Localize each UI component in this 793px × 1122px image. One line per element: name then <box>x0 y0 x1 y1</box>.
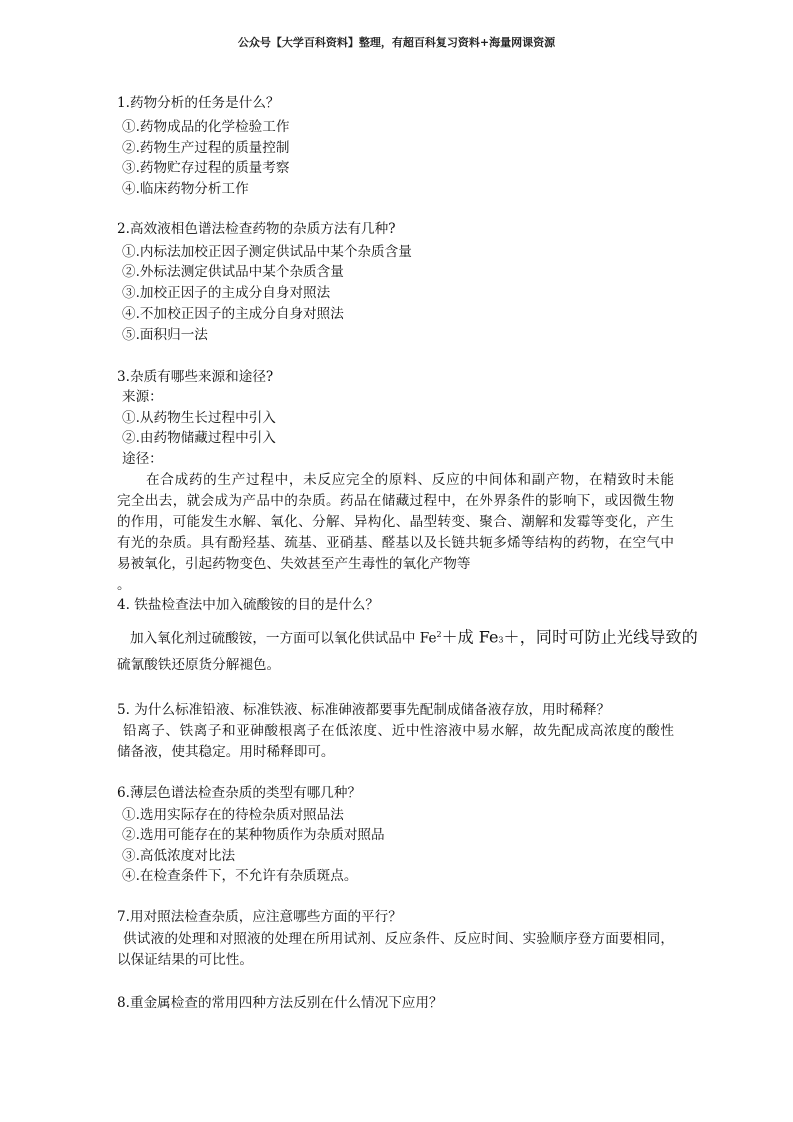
paragraph-line: 铅离子、铁离子和亚砷酸根离子在低浓度、近中性溶液中易水解，故先配成高浓度的酸性 <box>123 723 674 739</box>
page-header-watermark: 公众号【大学百科资料】整理，有超百科复习资料+海量网课资源 <box>237 36 556 49</box>
subscript: 3 <box>498 635 504 645</box>
answer-text: 加入氧化剂过硫酸铵，一方面可以氧化供试品中 Fe <box>130 630 437 647</box>
list-item: ①.药物成品的化学检验工作 <box>122 119 290 135</box>
list-item: ④.临床药物分析工作 <box>122 181 249 197</box>
paragraph-line: 的作用，可能发生水解、氧化、分解、异构化、晶型转变、聚合、潮解和发霉等变化，产生 <box>117 514 674 530</box>
paragraph-line: 在合成药的生产过程中，未反应完全的原料、反应的中间体和副产物，在精致时未能 <box>146 472 674 488</box>
list-item: ③.加校正因子的主成分自身对照法 <box>122 285 331 301</box>
list-item: ⑤.面积归一法 <box>122 327 208 343</box>
list-item: ②.药物生产过程的质量控制 <box>122 140 290 156</box>
question-1-title: 1.药物分析的任务是什么？ <box>117 95 280 111</box>
paragraph-line: 有光的杂质。具有酚羟基、巯基、亚硝基、醛基以及长链共轭多烯等结构的药物，在空气中 <box>117 535 674 551</box>
question-3-title: 3.杂质有哪些来源和途径? <box>117 369 274 385</box>
paragraph-line: 。 <box>117 577 131 593</box>
source-label: 来源： <box>122 389 163 405</box>
question-5-title: 5. 为什么标准铅液、标准铁液、标准砷液都要事先配制成储备液存放，用时稀释？ <box>117 702 611 718</box>
question-4-title: 4. 铁盐检查法中加入硫酸铵的目的是什么？ <box>117 597 379 613</box>
superscript: 2 <box>436 630 442 639</box>
list-item: ①.从药物生长过程中引入 <box>122 410 276 426</box>
paragraph-line: 易被氧化，引起药物变色、失效甚至产生毒性的氧化产物等 <box>117 556 471 572</box>
question-2-title: 2.高效液相色谱法检查药物的杂质方法有几种? <box>117 221 396 237</box>
list-item: ④.在检查条件下，不允许有杂质斑点。 <box>122 868 358 884</box>
list-item: ②.外标法测定供试品中某个杂质含量 <box>122 264 344 280</box>
paragraph-line: 以保证结果的可比性。 <box>117 952 253 968</box>
paragraph-line: 储备液，使其稳定。用时稀释即可。 <box>117 744 335 760</box>
list-item: ③.药物贮存过程的质量考察 <box>122 160 290 176</box>
list-item: ③.高低浓度对比法 <box>122 848 236 864</box>
list-item: ②.选用可能存在的某种物质作为杂质对照品 <box>122 827 385 843</box>
paragraph-line: 完全出去，就会成为产品中的杂质。药品在储藏过程中，在外界条件的影响下，或因微生物 <box>117 493 674 509</box>
answer-4-line-2: 硫氰酸铁还原货分解褪色。 <box>117 657 281 673</box>
question-8-title: 8.重金属检查的常用四种方法反别在什么情况下应用？ <box>117 995 443 1011</box>
list-item: ①.内标法加校正因子测定供试品中某个杂质含量 <box>122 244 412 260</box>
list-item: ④.不加校正因子的主成分自身对照法 <box>122 306 344 322</box>
list-item: ①.选用实际存在的待检杂质对照品法 <box>122 807 344 823</box>
answer-text: ＋，同时可防止光线导致的 <box>503 627 698 647</box>
question-6-title: 6.薄层色谱法检查杂质的类型有哪几种？ <box>117 785 362 801</box>
question-7-title: 7.用对照法检查杂质，应注意哪些方面的平行？ <box>117 909 402 925</box>
answer-text: ＋成 Fe <box>441 627 499 647</box>
list-item: ②.由药物储藏过程中引入 <box>122 430 276 446</box>
paragraph-line: 供试液的处理和对照液的处理在所用试剂、反应条件、反应时间、实验顺序登方面要相同， <box>123 931 674 947</box>
answer-4-line-1 <box>130 625 698 651</box>
route-label: 途径： <box>122 451 163 467</box>
